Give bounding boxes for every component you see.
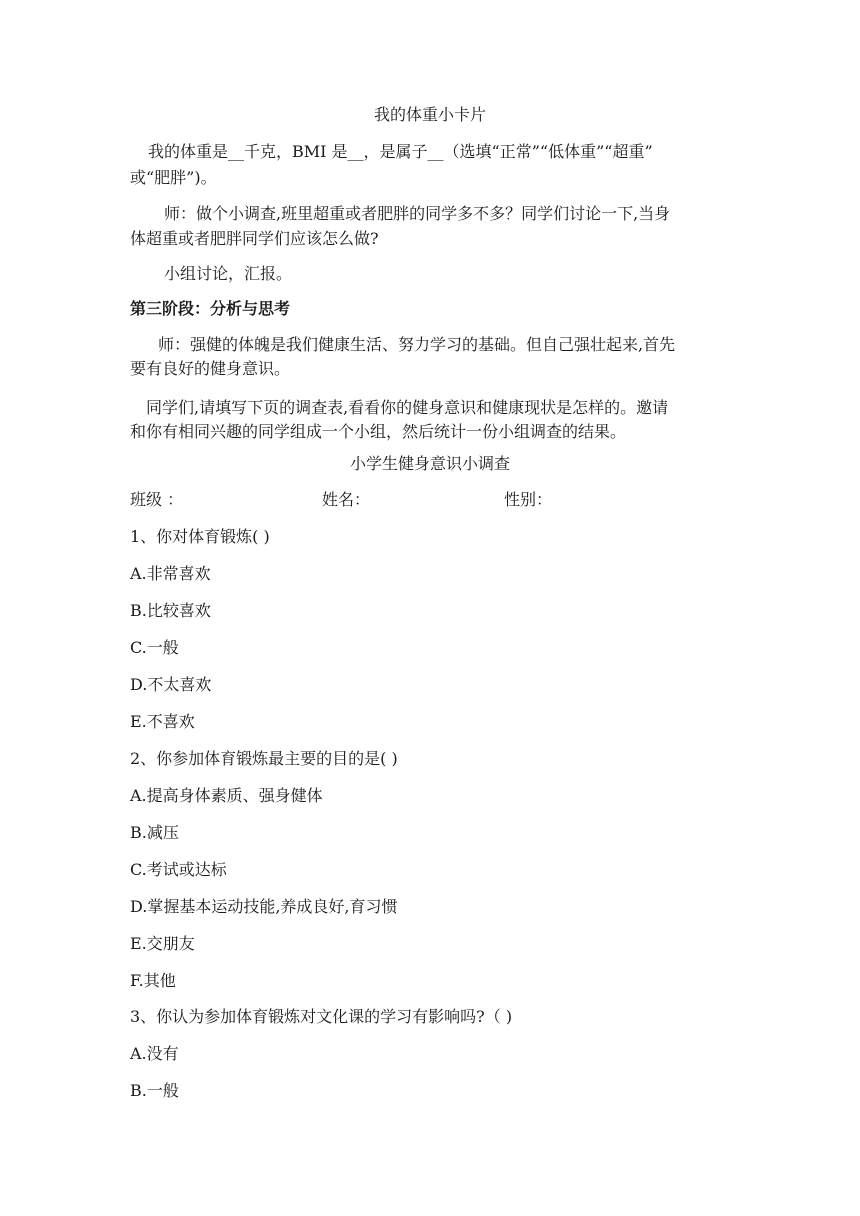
question-3: 3、你认为参加体育锻炼对文化课的学习有影响吗?（ ): [130, 1007, 513, 1026]
field-name-label: 姓名：: [322, 490, 371, 509]
q2-option-d: D.掌握基本运动技能,养成良好,育习惯: [130, 897, 398, 916]
q1-option-a: A.非常喜欢: [130, 564, 211, 583]
survey-title: 小学生健身意识小调查: [349, 454, 510, 473]
students-paragraph-line-1: 同学们,请填写下页的调查表,看看你的健身意识和健康现状是怎样的。邀请: [146, 398, 669, 417]
q1-option-c: C.一般: [130, 638, 179, 657]
q1-option-d: D.不太喜欢: [130, 675, 212, 694]
question-1: 1、你对体育锻炼( ): [130, 527, 270, 546]
q1-option-e: E.不喜欢: [130, 712, 195, 731]
section-3-heading: 第三阶段：分析与思考: [130, 299, 291, 318]
q2-option-f: F.其他: [130, 971, 176, 990]
q2-option-e: E.交朋友: [130, 934, 195, 953]
question-2: 2、你参加体育锻炼最主要的目的是( ): [130, 749, 398, 768]
teacher-paragraph-1-line-2: 体超重或者肥胖同学们应该怎么做?: [130, 229, 379, 248]
card-title: 我的体重小卡片: [373, 105, 486, 124]
teacher-paragraph-2-line-2: 要有良好的健身意识。: [130, 359, 291, 378]
q3-option-a: A.没有: [130, 1044, 179, 1063]
group-report-text: 小组讨论，汇报。: [164, 264, 293, 283]
field-gender-label: 性别：: [504, 490, 553, 509]
q2-option-c: C.考试或达标: [130, 860, 227, 879]
q2-option-b: B.减压: [130, 823, 179, 842]
students-paragraph-line-2: 和你有相同兴趣的同学组成一个小组，然后统计一份小组调查的结果。: [130, 422, 627, 441]
teacher-paragraph-2-line-1: 师：强健的体魄是我们健康生活、努力学习的基础。但自己强壮起来,首先: [158, 335, 676, 354]
card-line-1: 我的体重是__千克，BMI 是__，是属子__（选填“正常”“低体重”“超重”: [148, 142, 653, 161]
field-class-label: 班级 ：: [130, 490, 184, 509]
card-line-2: 或“肥胖”)。: [130, 168, 217, 187]
q1-option-b: B.比较喜欢: [130, 601, 211, 620]
q3-option-b: B.一般: [130, 1081, 179, 1100]
q2-option-a: A.提高身体素质、强身健体: [130, 786, 323, 805]
teacher-paragraph-1-line-1: 师：做个小调查,班里超重或者肥胖的同学多不多？同学们讨论一下,当身: [164, 204, 671, 223]
